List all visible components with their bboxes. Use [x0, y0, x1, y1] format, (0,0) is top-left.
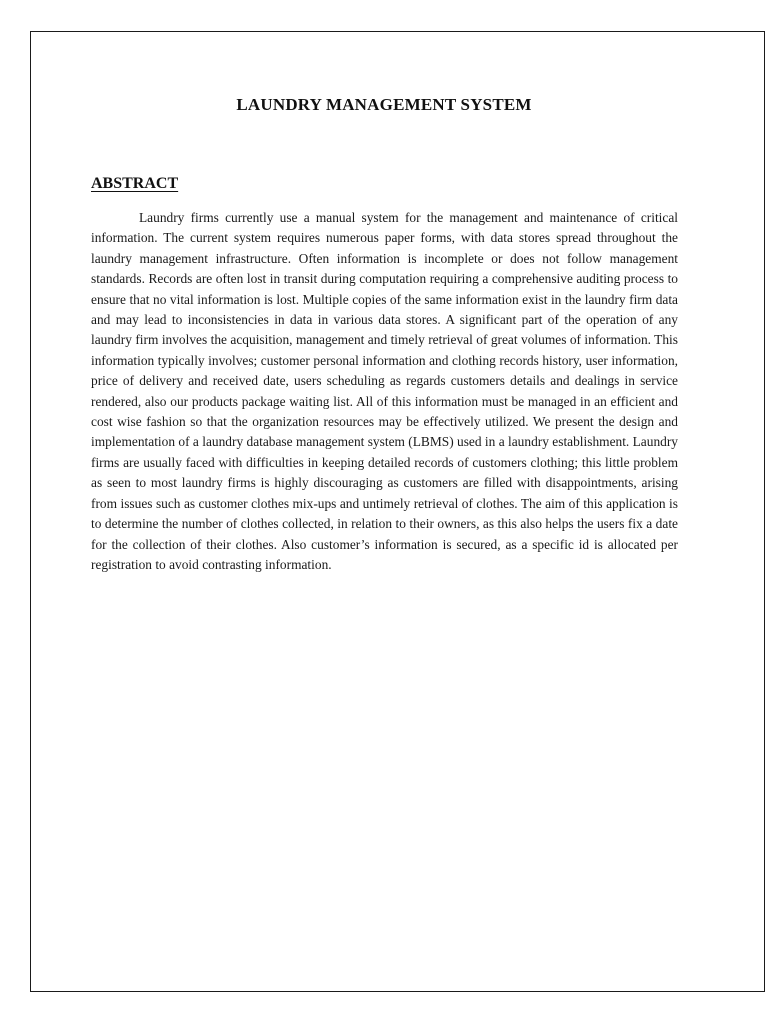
document-title: LAUNDRY MANAGEMENT SYSTEM: [236, 95, 532, 114]
abstract-paragraph: Laundry firms currently use a manual system for the management and maintenance of critical information. The current system requires numerous paper forms, with data stores spread throughout the laundry management infrastructure. Often information is incomplete or does not follow management standards. Records are often lost in transit during computation requiring a comprehensive auditing process to ensure that no vital information is lost. Multiple copies of the same information exist in the laundry firm data and may lead to inconsistencies in data in various data stores. A significant part of the operation of any laundry firm involves the acquisition, management and timely retrieval of great volumes of information. This information typically involves; customer personal information and clothing records history, user information, price of delivery and received date, users scheduling as regards customers details and dealings in service rendered, also our products package waiting list. All of this information must be managed in an efficient and cost wise fashion so that the organization resources may be effectively utilized. We present the design and implementation of a laundry database management system (LBMS) used in a laundry establishment. Laundry firms are usually faced with difficulties in keeping detailed records of customers clothing; this little problem as seen to most laundry firms is highly discouraging as customers are filled with disappointments, arising from issues such as customer clothes mix-ups and untimely retrieval of clothes. The aim of this application is to determine the number of clothes collected, in relation to their owners, as this also helps the users fix a date for the collection of their clothes. Also customer’s information is secured, as a specific id is allocated per registration to avoid contrasting information.: [91, 210, 678, 572]
abstract-heading: ABSTRACT: [91, 175, 179, 192]
